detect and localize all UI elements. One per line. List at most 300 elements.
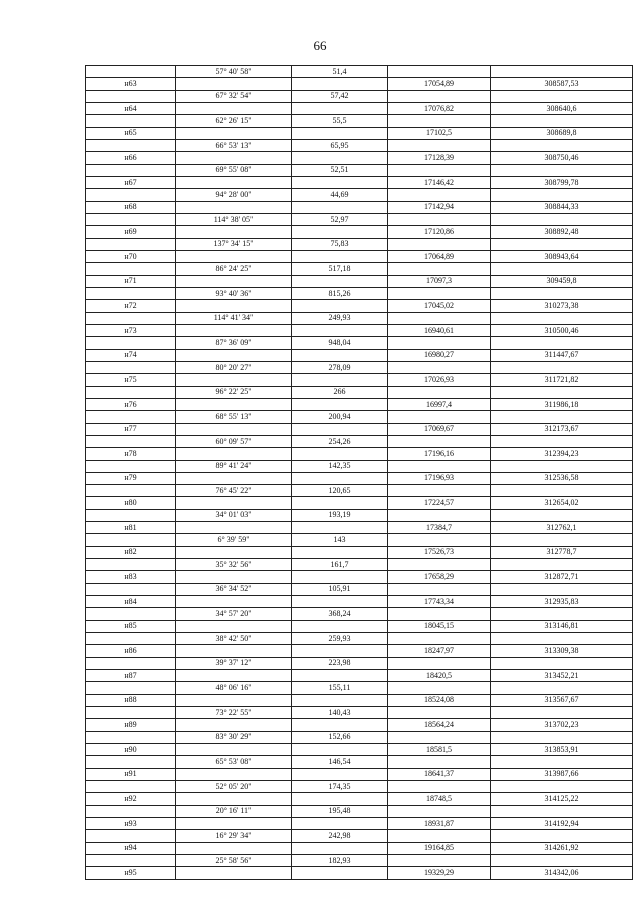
y-cell <box>491 830 633 842</box>
table-row <box>86 559 633 571</box>
table-row <box>86 731 633 743</box>
point-cell <box>86 287 176 299</box>
table-row <box>86 534 633 546</box>
point-cell: н78 <box>86 448 176 460</box>
point-cell <box>86 66 176 78</box>
angle-cell <box>176 78 292 90</box>
distance-cell <box>292 768 388 780</box>
x-cell: 18524,08 <box>388 694 491 706</box>
table-row <box>86 460 633 472</box>
distance-cell <box>292 152 388 164</box>
point-cell: н74 <box>86 349 176 361</box>
y-cell <box>491 386 633 398</box>
y-cell: 312654,02 <box>491 497 633 509</box>
y-cell <box>491 583 633 595</box>
x-cell: 18748,5 <box>388 793 491 805</box>
point-cell <box>86 583 176 595</box>
distance-cell <box>292 275 388 287</box>
y-cell: 311986,18 <box>491 398 633 410</box>
y-cell <box>491 263 633 275</box>
table-row <box>86 682 633 694</box>
point-cell <box>86 830 176 842</box>
table-row <box>86 781 633 793</box>
table-row <box>86 337 633 349</box>
table-row <box>86 620 633 632</box>
y-cell <box>491 213 633 225</box>
x-cell <box>388 386 491 398</box>
point-cell <box>86 435 176 447</box>
angle-cell: 83° 30' 29" <box>176 731 292 743</box>
x-cell <box>388 657 491 669</box>
distance-cell: 146,54 <box>292 756 388 768</box>
point-cell: н69 <box>86 226 176 238</box>
angle-cell <box>176 300 292 312</box>
x-cell: 17120,86 <box>388 226 491 238</box>
angle-cell <box>176 670 292 682</box>
distance-cell: 200,94 <box>292 411 388 423</box>
table-row <box>86 633 633 645</box>
table-row <box>86 768 633 780</box>
y-cell <box>491 731 633 743</box>
y-cell: 308750,46 <box>491 152 633 164</box>
x-cell: 19329,29 <box>388 867 491 879</box>
table-row <box>86 102 633 114</box>
coordinates-table <box>85 65 633 880</box>
y-cell: 313702,23 <box>491 719 633 731</box>
angle-cell: 6° 39' 59" <box>176 534 292 546</box>
distance-cell <box>292 497 388 509</box>
distance-cell <box>292 818 388 830</box>
x-cell: 18641,37 <box>388 768 491 780</box>
table-row <box>86 744 633 756</box>
table-row <box>86 411 633 423</box>
table-row <box>86 694 633 706</box>
angle-cell <box>176 349 292 361</box>
y-cell <box>491 855 633 867</box>
distance-cell: 143 <box>292 534 388 546</box>
distance-cell: 193,19 <box>292 509 388 521</box>
distance-cell: 152,66 <box>292 731 388 743</box>
point-cell <box>86 633 176 645</box>
x-cell: 17102,5 <box>388 127 491 139</box>
x-cell: 17045,02 <box>388 300 491 312</box>
x-cell <box>388 435 491 447</box>
point-cell: н81 <box>86 522 176 534</box>
distance-cell <box>292 645 388 657</box>
y-cell: 314261,92 <box>491 842 633 854</box>
distance-cell <box>292 719 388 731</box>
table-row <box>86 867 633 879</box>
angle-cell: 94° 28' 00" <box>176 189 292 201</box>
table-row <box>86 349 633 361</box>
angle-cell <box>176 867 292 879</box>
angle-cell <box>176 694 292 706</box>
y-cell: 313853,91 <box>491 744 633 756</box>
x-cell: 17743,34 <box>388 596 491 608</box>
y-cell <box>491 238 633 250</box>
table-row <box>86 830 633 842</box>
y-cell: 311721,82 <box>491 374 633 386</box>
table-row <box>86 250 633 262</box>
angle-cell: 69° 55' 08" <box>176 164 292 176</box>
point-cell: н84 <box>86 596 176 608</box>
table-row <box>86 645 633 657</box>
angle-cell: 86° 24' 25" <box>176 263 292 275</box>
table-row <box>86 90 633 102</box>
y-cell: 309459,8 <box>491 275 633 287</box>
angle-cell <box>176 152 292 164</box>
point-cell: н83 <box>86 571 176 583</box>
point-cell <box>86 534 176 546</box>
y-cell <box>491 756 633 768</box>
table-row <box>86 571 633 583</box>
distance-cell: 120,65 <box>292 485 388 497</box>
distance-cell: 174,35 <box>292 781 388 793</box>
point-cell <box>86 115 176 127</box>
distance-cell <box>292 670 388 682</box>
table-row <box>86 596 633 608</box>
distance-cell <box>292 596 388 608</box>
distance-cell: 368,24 <box>292 608 388 620</box>
point-cell: н75 <box>86 374 176 386</box>
angle-cell: 16° 29' 34" <box>176 830 292 842</box>
x-cell: 17097,3 <box>388 275 491 287</box>
angle-cell <box>176 324 292 336</box>
x-cell: 17142,94 <box>388 201 491 213</box>
table-row <box>86 522 633 534</box>
distance-cell <box>292 398 388 410</box>
table-row <box>86 312 633 324</box>
y-cell: 312536,58 <box>491 472 633 484</box>
point-cell <box>86 756 176 768</box>
y-cell: 312394,23 <box>491 448 633 460</box>
distance-cell: 815,26 <box>292 287 388 299</box>
table-row <box>86 818 633 830</box>
y-cell <box>491 115 633 127</box>
table-row <box>86 707 633 719</box>
table-row <box>86 139 633 151</box>
angle-cell: 52° 05' 20" <box>176 781 292 793</box>
point-cell: н77 <box>86 423 176 435</box>
x-cell: 17224,57 <box>388 497 491 509</box>
angle-cell: 57° 40' 58" <box>176 66 292 78</box>
x-cell: 17069,67 <box>388 423 491 435</box>
angle-cell <box>176 374 292 386</box>
distance-cell: 55,5 <box>292 115 388 127</box>
point-cell: н64 <box>86 102 176 114</box>
table-row <box>86 78 633 90</box>
angle-cell: 36° 34' 52" <box>176 583 292 595</box>
x-cell <box>388 90 491 102</box>
angle-cell <box>176 250 292 262</box>
y-cell: 310273,38 <box>491 300 633 312</box>
x-cell: 18420,5 <box>388 670 491 682</box>
angle-cell <box>176 719 292 731</box>
point-cell: н76 <box>86 398 176 410</box>
point-cell: н82 <box>86 546 176 558</box>
y-cell <box>491 559 633 571</box>
y-cell <box>491 509 633 521</box>
y-cell <box>491 485 633 497</box>
point-cell: н85 <box>86 620 176 632</box>
distance-cell: 182,93 <box>292 855 388 867</box>
point-cell <box>86 460 176 472</box>
x-cell <box>388 707 491 719</box>
distance-cell <box>292 620 388 632</box>
point-cell <box>86 608 176 620</box>
x-cell <box>388 238 491 250</box>
distance-cell <box>292 374 388 386</box>
angle-cell <box>176 398 292 410</box>
point-cell <box>86 731 176 743</box>
y-cell <box>491 139 633 151</box>
table-row <box>86 361 633 373</box>
point-cell <box>86 386 176 398</box>
x-cell <box>388 460 491 472</box>
y-cell <box>491 312 633 324</box>
table-row <box>86 176 633 188</box>
point-cell: н80 <box>86 497 176 509</box>
x-cell <box>388 189 491 201</box>
y-cell <box>491 633 633 645</box>
distance-cell <box>292 78 388 90</box>
x-cell: 19164,85 <box>388 842 491 854</box>
x-cell <box>388 263 491 275</box>
distance-cell <box>292 127 388 139</box>
page-number: 66 <box>313 38 327 53</box>
distance-cell: 155,11 <box>292 682 388 694</box>
y-cell: 311447,67 <box>491 349 633 361</box>
distance-cell <box>292 201 388 213</box>
table-row <box>86 546 633 558</box>
y-cell <box>491 534 633 546</box>
y-cell: 313146,81 <box>491 620 633 632</box>
angle-cell: 76° 45' 22" <box>176 485 292 497</box>
x-cell <box>388 361 491 373</box>
x-cell <box>388 830 491 842</box>
table-row <box>86 152 633 164</box>
y-cell <box>491 608 633 620</box>
distance-cell: 52,97 <box>292 213 388 225</box>
point-cell: н63 <box>86 78 176 90</box>
x-cell <box>388 485 491 497</box>
x-cell <box>388 509 491 521</box>
distance-cell <box>292 176 388 188</box>
y-cell <box>491 435 633 447</box>
table-row <box>86 670 633 682</box>
y-cell <box>491 805 633 817</box>
x-cell: 17054,89 <box>388 78 491 90</box>
y-cell: 313452,21 <box>491 670 633 682</box>
y-cell: 308943,64 <box>491 250 633 262</box>
x-cell <box>388 164 491 176</box>
y-cell: 314125,22 <box>491 793 633 805</box>
angle-cell <box>176 768 292 780</box>
point-cell <box>86 213 176 225</box>
point-cell: н67 <box>86 176 176 188</box>
x-cell <box>388 213 491 225</box>
x-cell <box>388 559 491 571</box>
point-cell <box>86 139 176 151</box>
point-cell <box>86 164 176 176</box>
distance-cell: 278,09 <box>292 361 388 373</box>
point-cell: н93 <box>86 818 176 830</box>
y-cell: 312173,67 <box>491 423 633 435</box>
table-row <box>86 608 633 620</box>
x-cell <box>388 312 491 324</box>
table-row <box>86 485 633 497</box>
x-cell: 18247,97 <box>388 645 491 657</box>
distance-cell: 948,04 <box>292 337 388 349</box>
x-cell: 17196,93 <box>388 472 491 484</box>
x-cell: 17076,82 <box>388 102 491 114</box>
table-row <box>86 472 633 484</box>
angle-cell: 48° 06' 16" <box>176 682 292 694</box>
angle-cell <box>176 176 292 188</box>
point-cell <box>86 411 176 423</box>
y-cell: 314192,94 <box>491 818 633 830</box>
point-cell: н72 <box>86 300 176 312</box>
x-cell: 16940,61 <box>388 324 491 336</box>
x-cell <box>388 115 491 127</box>
point-cell <box>86 337 176 349</box>
x-cell <box>388 781 491 793</box>
angle-cell <box>176 127 292 139</box>
x-cell <box>388 337 491 349</box>
distance-cell: 44,69 <box>292 189 388 201</box>
y-cell: 308689,8 <box>491 127 633 139</box>
table-row <box>86 213 633 225</box>
point-cell <box>86 559 176 571</box>
distance-cell <box>292 793 388 805</box>
angle-cell: 35° 32' 56" <box>176 559 292 571</box>
y-cell: 312935,83 <box>491 596 633 608</box>
table-row <box>86 398 633 410</box>
table-row <box>86 66 633 78</box>
y-cell: 312872,71 <box>491 571 633 583</box>
table-row <box>86 300 633 312</box>
y-cell: 314342,06 <box>491 867 633 879</box>
table-row <box>86 189 633 201</box>
angle-cell <box>176 497 292 509</box>
y-cell: 308587,53 <box>491 78 633 90</box>
x-cell <box>388 66 491 78</box>
table-row <box>86 793 633 805</box>
point-cell <box>86 509 176 521</box>
y-cell: 308892,48 <box>491 226 633 238</box>
angle-cell: 34° 01' 03" <box>176 509 292 521</box>
angle-cell <box>176 201 292 213</box>
y-cell <box>491 411 633 423</box>
point-cell: н79 <box>86 472 176 484</box>
point-cell: н71 <box>86 275 176 287</box>
point-cell <box>86 238 176 250</box>
distance-cell <box>292 571 388 583</box>
angle-cell: 73° 22' 55" <box>176 707 292 719</box>
angle-cell: 66° 53' 13" <box>176 139 292 151</box>
table-row <box>86 386 633 398</box>
y-cell <box>491 337 633 349</box>
x-cell: 17196,16 <box>388 448 491 460</box>
distance-cell: 142,35 <box>292 460 388 472</box>
angle-cell <box>176 275 292 287</box>
point-cell: н91 <box>86 768 176 780</box>
distance-cell: 65,95 <box>292 139 388 151</box>
table-row <box>86 287 633 299</box>
point-cell: н86 <box>86 645 176 657</box>
point-cell <box>86 361 176 373</box>
angle-cell: 137° 34' 15" <box>176 238 292 250</box>
x-cell: 17128,39 <box>388 152 491 164</box>
point-cell <box>86 90 176 102</box>
distance-cell: 161,7 <box>292 559 388 571</box>
point-cell <box>86 805 176 817</box>
y-cell <box>491 361 633 373</box>
table-row <box>86 756 633 768</box>
table-row <box>86 374 633 386</box>
y-cell: 308799,78 <box>491 176 633 188</box>
y-cell <box>491 460 633 472</box>
table-row <box>86 842 633 854</box>
y-cell: 312778,7 <box>491 546 633 558</box>
distance-cell <box>292 423 388 435</box>
angle-cell <box>176 571 292 583</box>
table-row <box>86 583 633 595</box>
x-cell <box>388 583 491 595</box>
angle-cell: 93° 40' 36" <box>176 287 292 299</box>
x-cell: 17384,7 <box>388 522 491 534</box>
distance-cell <box>292 472 388 484</box>
point-cell <box>86 312 176 324</box>
distance-cell <box>292 226 388 238</box>
table-row <box>86 509 633 521</box>
angle-cell: 87° 36' 09" <box>176 337 292 349</box>
angle-cell: 65° 53' 08" <box>176 756 292 768</box>
distance-cell: 223,98 <box>292 657 388 669</box>
angle-cell <box>176 423 292 435</box>
angle-cell: 62° 26' 15" <box>176 115 292 127</box>
x-cell <box>388 608 491 620</box>
angle-cell <box>176 620 292 632</box>
table-row <box>86 657 633 669</box>
y-cell <box>491 164 633 176</box>
angle-cell: 34° 57' 20" <box>176 608 292 620</box>
x-cell: 17026,93 <box>388 374 491 386</box>
angle-cell <box>176 793 292 805</box>
angle-cell: 89° 41' 24" <box>176 460 292 472</box>
distance-cell: 140,43 <box>292 707 388 719</box>
distance-cell: 242,98 <box>292 830 388 842</box>
point-cell <box>86 781 176 793</box>
y-cell: 313309,38 <box>491 645 633 657</box>
point-cell <box>86 485 176 497</box>
table-row <box>86 238 633 250</box>
point-cell <box>86 682 176 694</box>
distance-cell: 51,4 <box>292 66 388 78</box>
distance-cell <box>292 694 388 706</box>
x-cell: 17064,89 <box>388 250 491 262</box>
angle-cell <box>176 546 292 558</box>
distance-cell <box>292 324 388 336</box>
point-cell <box>86 855 176 867</box>
x-cell <box>388 756 491 768</box>
angle-cell <box>176 596 292 608</box>
distance-cell <box>292 349 388 361</box>
angle-cell <box>176 522 292 534</box>
angle-cell: 68° 55' 13" <box>176 411 292 423</box>
distance-cell <box>292 867 388 879</box>
distance-cell: 75,83 <box>292 238 388 250</box>
